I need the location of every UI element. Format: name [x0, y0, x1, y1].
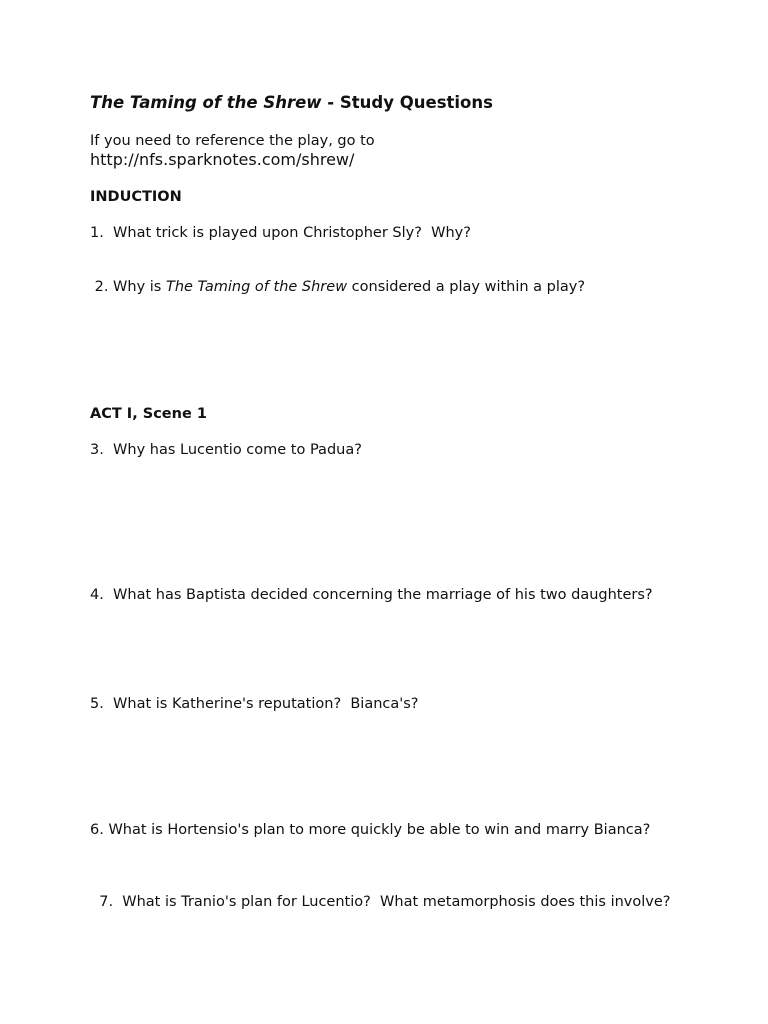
page-title [90, 93, 493, 112]
title-play-name: The Taming of the Shrew [90, 93, 322, 112]
question-5: 5. What is Katherine's reputation? Bianca's? [90, 696, 419, 712]
question-1: 1. What trick is played upon Christopher Sly? Why? [90, 225, 471, 241]
question-7: 7. What is Tranio's plan for Lucentio? What metamorphosis does this involve? [90, 894, 671, 910]
question-2-prefix: 2. Why is [90, 279, 166, 295]
question-2 [90, 278, 585, 297]
title-suffix: - Study Questions [321, 93, 493, 112]
question-4: 4. What has Baptista decided concerning the marriage of his two daughters? [90, 587, 653, 603]
reference-text: If you need to reference the play, go to [90, 133, 375, 149]
question-6: 6. What is Hortensio's plan to more quickly be able to win and marry Bianca? [90, 822, 651, 838]
question-2-suffix: considered a play within a play? [347, 279, 586, 295]
section-heading-act1-scene1: ACT I, Scene 1 [90, 406, 207, 422]
question-3: 3. Why has Lucentio come to Padua? [90, 442, 362, 458]
reference-link[interactable]: http://nfs.sparknotes.com/shrew/ [90, 150, 355, 169]
section-heading-induction: INDUCTION [90, 189, 182, 205]
question-2-play-name: The Taming of the Shrew [165, 279, 348, 295]
